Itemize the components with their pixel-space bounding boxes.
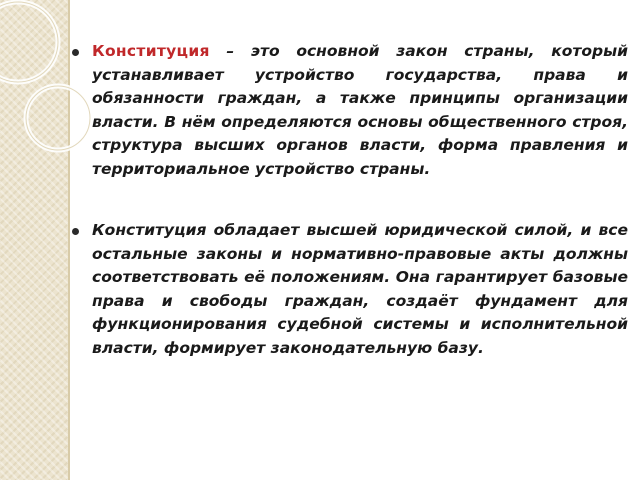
bullet-icon: [72, 49, 79, 56]
definition-text: – это основной закон страны, который устанавливает устройство государства, права и обязанности граждан, а также принципы организации власти. В нём определяются основы общественного строя, структура высших органов власти, форма правления и территориальное устройство страны.: [92, 42, 628, 178]
definition-paragraph: [72, 40, 628, 181]
significance-text: Конституция обладает высшей юридической силой, и все остальные законы и нормативно-правовые акты должны соответствовать её положениям. Она гарантирует базовые права и свободы граждан, создаёт фундамент для функционирования судебной системы и исполнительной власти, формирует законодательную базу.: [92, 221, 628, 357]
highlighted-term: Конституция: [92, 42, 210, 60]
slide-content: [72, 40, 628, 360]
significance-paragraph: [72, 219, 628, 360]
bullet-icon: [72, 228, 79, 235]
